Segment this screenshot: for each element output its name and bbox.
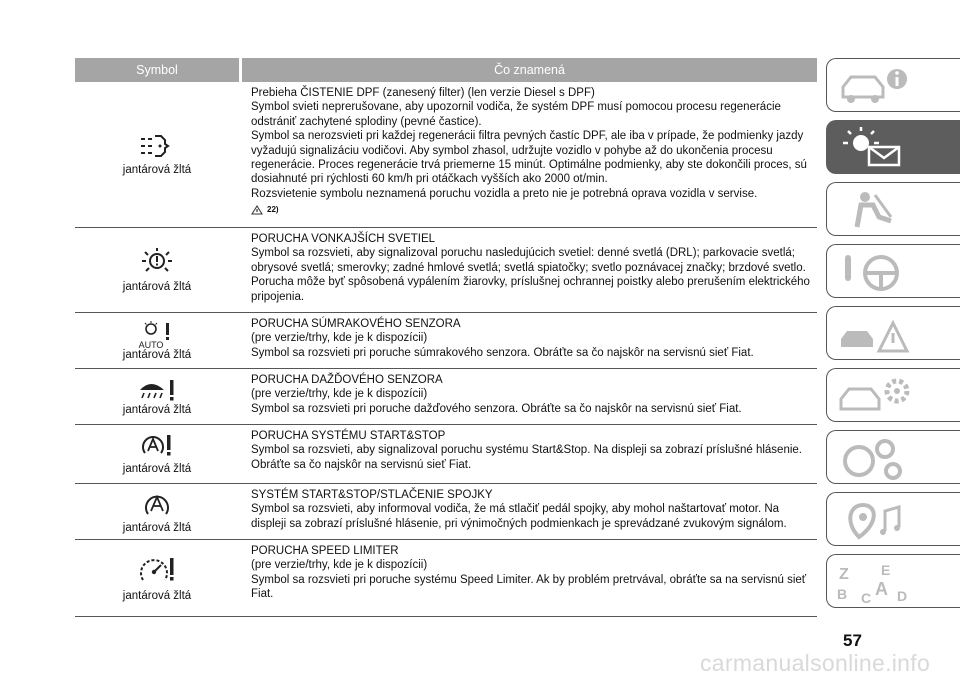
table-header	[75, 58, 817, 82]
symbol-color-label: jantárová žltá	[122, 403, 192, 416]
dusk-sensor-fault-icon	[137, 321, 177, 349]
meaning-text: PORUCHA VONKAJŠÍCH SVETIEL Symbol sa rozsvieti, aby signalizoval poruchu nasledujúcich svetiel: denné svetlá (DRL); parkovacie svetlá; obrysové svetlá; smerovky; zadné hmlové svetlá; svetlá spiatočky; svetlo poznávacej značky; brzdové svetlo. Porucha môže byť spôsobená vypálením žiarovky, príslušnej ochrannej poistky alebo prerušením elektrického pripojenia.	[251, 233, 810, 303]
tab-safety[interactable]	[826, 182, 960, 236]
warning-lights-messages-icon	[835, 125, 915, 171]
symbol-color-label: jantárová žltá	[122, 590, 192, 602]
emergency-icon	[835, 311, 915, 357]
rain-sensor-fault-icon	[136, 378, 178, 404]
dpf-icon	[139, 134, 175, 160]
tab-index[interactable]	[826, 554, 960, 608]
start-stop-clutch-icon	[142, 490, 172, 518]
symbol-color-label: jantárová žltá	[122, 463, 192, 475]
tab-maintenance[interactable]	[826, 368, 960, 422]
svg-text:D: D	[897, 588, 908, 604]
svg-text:A: A	[875, 579, 888, 599]
meaning-text: PORUCHA DAŽĎOVÉHO SENZORA (pre verzie/trhy, kde je k dispozícii) Symbol sa rozsvieti pri poruche dažďového senzora. Obráťte sa čo najskôr na servisnú sieť Fiat.	[251, 374, 742, 415]
header-symbol: Symbol	[75, 58, 239, 82]
tab-multimedia[interactable]	[826, 492, 960, 546]
meaning-text: PORUCHA SYSTÉMU START&STOP Symbol sa rozsvieti, aby signalizoval poruchu systému Start&Stop. Na displeji sa zobrazí príslušné hlásenie. Obráťte sa čo najskôr na servisnú sieť Fiat.	[251, 430, 802, 471]
meaning-text: PORUCHA SÚMRAKOVÉHO SENZORA (pre verzie/trhy, kde je k dispozícii) Symbol sa rozsvieti pri poruche súmrakového senzora. Obráťte sa čo najskôr na servisnú sieť Fiat.	[251, 318, 754, 359]
watermark: carmanualsonline.info	[700, 650, 931, 676]
warning-hand-icon	[251, 205, 263, 215]
tab-technical-data[interactable]	[826, 430, 960, 484]
start-stop-fault-icon	[139, 433, 175, 459]
symbol-color-label: jantárová žltá	[122, 521, 192, 534]
svg-text:E: E	[881, 562, 891, 578]
tab-emergency[interactable]	[826, 306, 960, 360]
meaning-text: PORUCHA SPEED LIMITER (pre verzie/trhy, kde je k dispozícii) Symbol sa rozsvieti pri poruche systému Speed Limiter. Ak by problém pretrvával, obráťte sa na servisnú sieť Fiat.	[251, 545, 807, 601]
maintenance-icon	[835, 373, 915, 419]
svg-text:B: B	[837, 586, 848, 602]
speed-limiter-fault-icon	[137, 554, 177, 586]
warning-lights-table	[75, 58, 817, 617]
symbol-color-label: jantárová žltá	[122, 348, 192, 361]
svg-text:C: C	[861, 590, 872, 605]
tab-warning-lights-messages[interactable]	[826, 120, 960, 174]
meaning-text: SYSTÉM START&STOP/STLAČENIE SPOJKY Symbol sa rozsvieti, aby informoval vodiča, že má stlačiť pedál spojky, aby mohol naštartovať motor. Na displeji sa zobrazí príslušné hlásenie, pri výnimočných podmienkach je sprevádzané zvukovým signálom.	[251, 489, 787, 530]
table-row	[75, 313, 817, 369]
car-info-icon	[835, 63, 915, 109]
table-row	[75, 228, 817, 313]
tab-car-info[interactable]	[826, 58, 960, 112]
table-row	[75, 540, 817, 617]
symbol-color-label: jantárová žltá	[122, 163, 192, 176]
technical-data-icon	[835, 435, 915, 481]
safety-icon	[835, 187, 915, 233]
table-row	[75, 82, 817, 228]
svg-text:AUTO: AUTO	[138, 339, 164, 349]
table-row	[75, 369, 817, 425]
svg-text:Z: Z	[839, 566, 849, 583]
meaning-text: Prebieha ČISTENIE DPF (zanesený filter) (len verzie Diesel s DPF) Symbol svieti neprerušovane, aby upozornil vodiča, že systém DPF musí pomocou procesu regenerácie odstrániť zachytené splodiny (pevné častice). Symbol sa nerozsvieti pri každej regenerácii filtra pevných častíc DPF, ale iba v prípade, že podmienky jazdy vyžadujú signalizáciu vodičovi. Aby symbol zhasol, udržujte vozidlo v pohybe až do ukončenia procesu regenerácie. Proces regenerácie trvá priemerne 15 minút. Optimálne podmienky, aby ste dokončili proces, sú dosiahnuté pri rýchlosti 60 km/h pri otáčkach vyšších ako 2000 ot/min. Rozsvietenie symbolu neznamená poruchu vozidla a preto nie je potrebná oprava vozidla v servise. 22)	[239, 82, 817, 227]
header-meaning: Čo znamená	[242, 58, 817, 82]
exterior-lights-fault-icon	[140, 247, 174, 277]
table-row	[75, 425, 817, 484]
tab-starting-driving[interactable]	[826, 244, 960, 298]
index-icon	[835, 559, 915, 605]
table-row	[75, 484, 817, 540]
symbol-color-label: jantárová žltá	[122, 281, 192, 293]
warning-reference: 22)	[251, 203, 817, 217]
multimedia-icon	[835, 497, 915, 543]
page-number: 57	[843, 631, 862, 650]
starting-driving-icon	[835, 249, 915, 295]
